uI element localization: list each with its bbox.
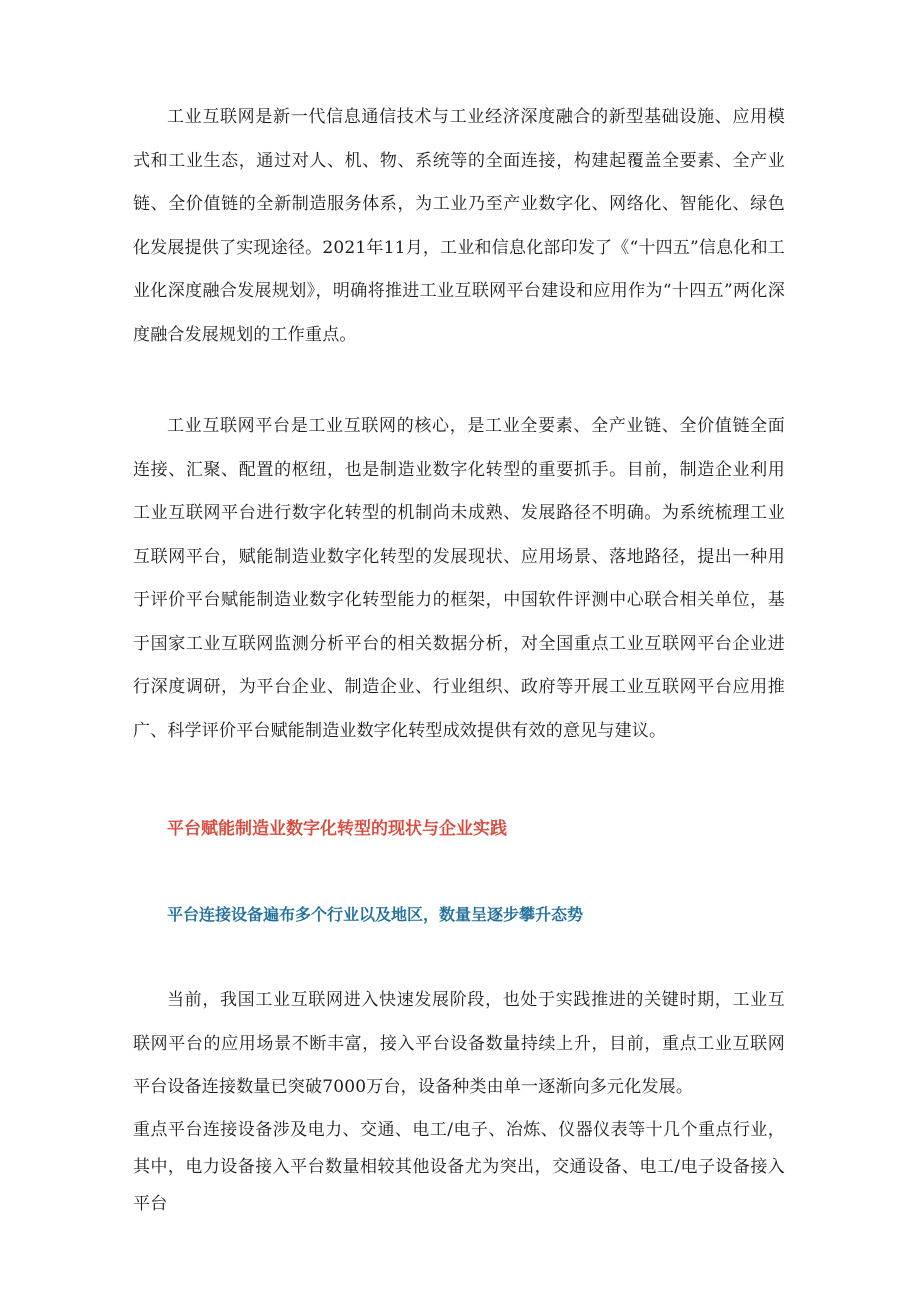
section-heading: 平台赋能制造业数字化转型的现状与企业实践 <box>167 819 507 839</box>
body-paragraph: 重点平台连接设备涉及电力、交通、电工/电子、冶炼、仪器仪表等十几个重点行业，其中，电力设备接入平台数量相较其他设备尤为突出，交通设备、电工/电子设备接入平台 <box>133 1120 785 1214</box>
subsection-heading: 平台连接设备遍布多个行业以及地区，数量呈逐步攀升态势 <box>167 905 584 924</box>
body-paragraph: 工业互联网平台是工业互联网的核心，是工业全要素、全产业链、全价值链全面连接、汇聚、配置的枢纽，也是制造业数字化转型的重要抓手。目前，制造企业利用工业互联网平台进行数字化转型的机制尚未成熟、发展路径不明确。为系统梳理工业互联网平台，赋能制造业数字化转型的发展现状、应用场景、落地路径，提出一种用于评价平台赋能制造业数字化转型能力的框架，中国软件评测中心联合相关单位，基于国家工业互联网监测分析平台的相关数据分析，对全国重点工业互联网平台企业进行深度调研，为平台企业、制造企业、行业组织、政府等开展工业互联网平台应用推广、科学评价平台赋能制造业数字化转型成效提供有效的意见与建议。 <box>133 416 785 741</box>
body-paragraph: 工业互联网是新一代信息通信技术与工业经济深度融合的新型基础设施、应用模式和工业生态，通过对人、机、物、系统等的全面连接，构建起覆盖全要素、全产业链、全价值链的全新制造服务体系，为工业乃至产业数字化、网络化、智能化、绿色化发展提供了实现途径。2021年11月，工业和信息化部印发了《“十四五”信息化和工业化深度融合发展规划》，明确将推进工业互联网平台建设和应用作为“十四五”两化深度融合发展规划的工作重点。 <box>133 107 785 345</box>
body-paragraph: 当前，我国工业互联网进入快速发展阶段，也处于实践推进的关键时期，工业互联网平台的应用场景不断丰富，接入平台设备数量持续上升，目前，重点工业互联网平台设备连接数量已突破7000万台，设备种类由单一逐渐向多元化发展。 <box>133 990 785 1097</box>
